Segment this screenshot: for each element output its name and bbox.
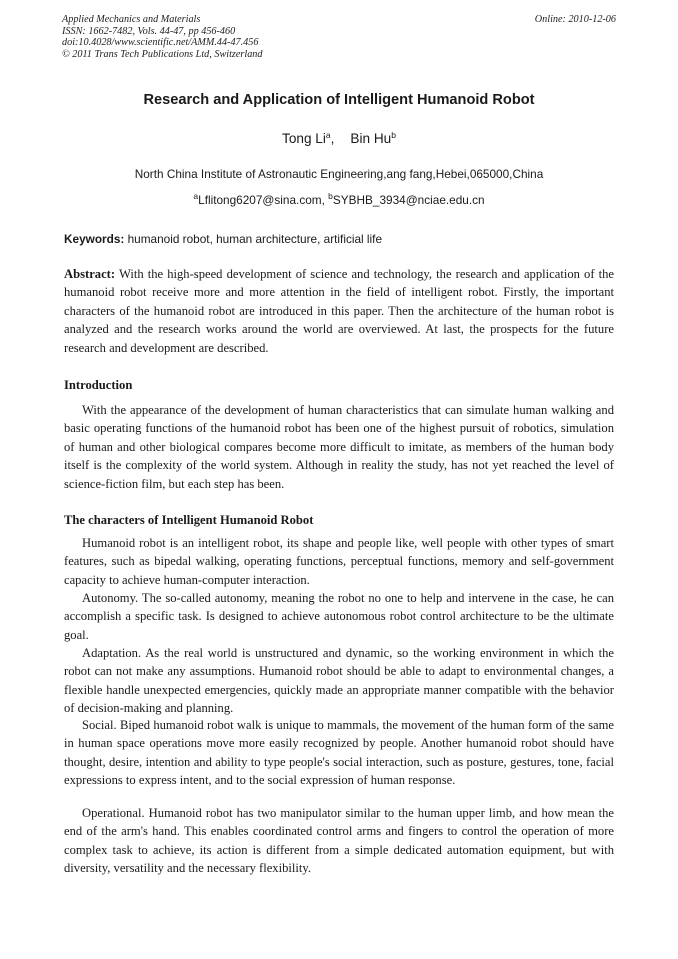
author-emails bbox=[0, 193, 678, 207]
paper-title: Research and Application of Intelligent Humanoid Robot bbox=[143, 92, 535, 108]
issn-line: ISSN: 1662-7482, Vols. 44-47, pp 456-460 bbox=[62, 25, 236, 37]
email-link[interactable]: SYBHB_3934@nciae.edu.cn bbox=[332, 193, 485, 207]
body-paragraph: Social. Biped humanoid robot walk is unique to mammals, the movement of the human form of the same in human space operations move more easily recognized by people. Another humanoid robot should have thought, desire, intention and ability to type people's social interaction, such as posture, gestures, tone, facial expressions to express intent, and to the social expression of human response. bbox=[64, 718, 614, 788]
author-affiliation-mark: b bbox=[391, 130, 396, 140]
keywords bbox=[64, 232, 614, 246]
author-name: Bin Hu bbox=[350, 131, 392, 146]
abstract-text: With the high-speed development of science and technology, the research and application of the humanoid robot receive more and more attention in the field of intelligent robot. Firstly, the important characters of the humanoid robot are introduced in this paper. Then the architecture of the human robot is analyzed and the research works around the world are overviewed. At last, the prospects for the future research and development are described. bbox=[64, 267, 614, 355]
author-name: Tong Li bbox=[282, 131, 326, 146]
affiliation: North China Institute of Astronautic Engineering,ang fang,Hebei,065000,China bbox=[134, 167, 544, 181]
body-paragraph: Adaptation. As the real world is unstructured and dynamic, so the working environment in which the robot can not make any assumptions. Humanoid robot should be able to adapt to environmental changes, a flexible handle unexpected emergencies, quickly made an appropriate manner compatible with the behavior of decision-making and planning. bbox=[64, 646, 614, 716]
email-mark: b bbox=[328, 191, 333, 201]
email-separator: , bbox=[321, 193, 329, 207]
keywords-text: humanoid robot, human architecture, artificial life bbox=[124, 232, 383, 246]
keywords-label: Keywords: bbox=[64, 232, 125, 246]
body-paragraph: With the appearance of the development of human characteristics that can simulate human walking and basic operating functions of the humanoid robot has been one of the highest pursuit of robotics, simulation of human and other biological compares become more difficult to imitate, as members of the human body itself is the complexity of the world system. Although in reality the study, has not yet reached the level of science-fiction film, but each step has been. bbox=[64, 403, 614, 491]
body-paragraph: Humanoid robot is an intelligent robot, its shape and people like, well people with other types of smart features, such as bipedal walking, operating functions, perceptual functions, memory and self-government capacity to achieve human-computer interaction. bbox=[64, 536, 614, 587]
doi-line: doi:10.4028/www.scientific.net/AMM.44-47.456 bbox=[62, 37, 259, 49]
body-paragraph: Operational. Humanoid robot has two manipulator similar to the human upper limb, and how mean the end of the arm's hand. This enables coordinated control arms and fingers to control the operation of more complex task to achieve, its action is different from a simple dedicated automation equipment, but with diversity, versatility and the necessary flexibility. bbox=[64, 806, 614, 876]
abstract-label: Abstract: bbox=[64, 267, 116, 281]
online-date: Online: 2010-12-06 bbox=[534, 14, 616, 25]
abstract bbox=[64, 265, 614, 357]
email-link[interactable]: Lflitong6207@sina.com bbox=[198, 193, 322, 207]
email-mark: a bbox=[193, 191, 199, 201]
section-heading: The characters of Intelligent Humanoid Robot bbox=[64, 513, 314, 527]
journal-header bbox=[62, 14, 616, 60]
journal-name: Applied Mechanics and Materials bbox=[62, 14, 201, 25]
author-list: Tong Li$^a$, Bin Hu$^b$ bbox=[282, 130, 396, 146]
author-affiliation-mark: a bbox=[325, 130, 331, 140]
body-paragraph: Autonomy. The so-called autonomy, meaning the robot no one to help and intervene in the case, he can accomplish a specific task. Is designed to achieve autonomous robot control architecture to be the ultimate goal. bbox=[64, 591, 614, 642]
copyright-line: © 2011 Trans Tech Publications Ltd, Switzerland bbox=[62, 48, 263, 60]
section-heading: Introduction bbox=[64, 378, 133, 392]
